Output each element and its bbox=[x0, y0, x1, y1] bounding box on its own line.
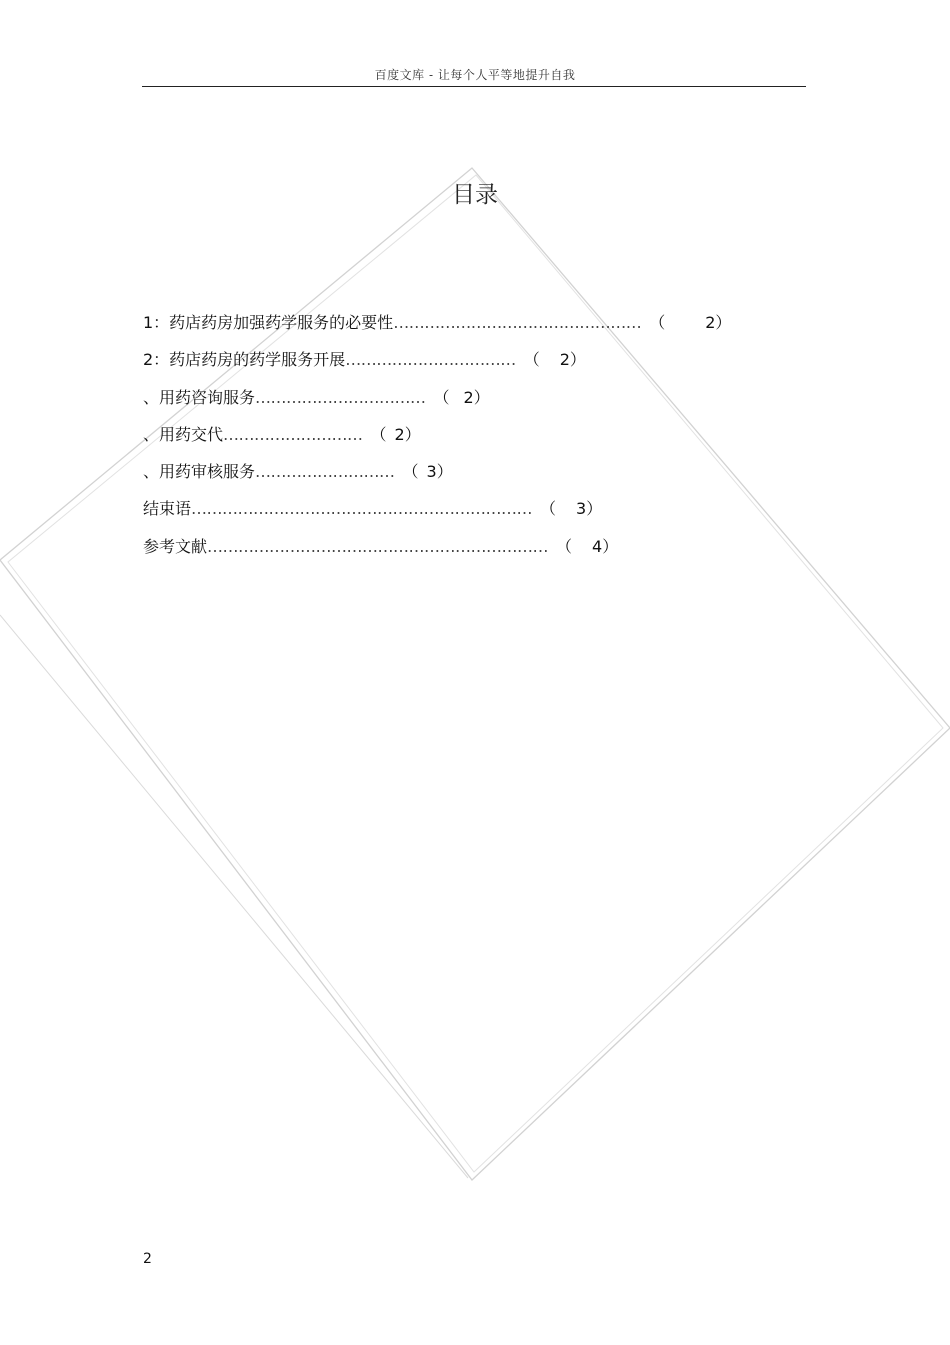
toc-entry-open-paren: （ bbox=[556, 536, 573, 556]
toc-entry-label: 1：药店药房加强药学服务的必要性 bbox=[143, 313, 394, 332]
toc-entry-open-paren: （ bbox=[433, 387, 450, 407]
toc-entry-page: 2） bbox=[559, 350, 586, 370]
page-number: 2 bbox=[143, 1251, 152, 1267]
toc-list bbox=[143, 312, 823, 573]
toc-entry-page: 4） bbox=[592, 536, 619, 556]
toc-entry-consultation[interactable] bbox=[143, 387, 823, 424]
toc-entry-review[interactable] bbox=[143, 461, 823, 498]
toc-entry-open-paren: （ bbox=[523, 350, 540, 370]
toc-entry-label: 、用药咨询服务 bbox=[143, 387, 256, 407]
toc-entry-leader: ………………………………………………………… bbox=[207, 536, 549, 556]
toc-entry-service-development[interactable] bbox=[143, 349, 823, 386]
toc-entry-references[interactable] bbox=[143, 536, 823, 573]
toc-entry-leader: ……………………… bbox=[255, 462, 395, 482]
toc-entry-open-paren: （ bbox=[402, 462, 419, 482]
toc-entry-leader: ……………………… bbox=[223, 424, 363, 444]
toc-entry-conclusion[interactable] bbox=[143, 498, 823, 535]
toc-entry-label: 结束语 bbox=[143, 499, 192, 519]
toc-entry-open-paren: （ bbox=[649, 313, 666, 332]
toc-entry-page: 3） bbox=[576, 499, 603, 519]
header-divider bbox=[142, 86, 806, 87]
toc-entry-leader: ………………………………………………………… bbox=[191, 499, 533, 519]
toc-entry-leader: …………………………… bbox=[255, 387, 426, 407]
toc-title: 目录 bbox=[452, 182, 498, 208]
header-text: 百度文库 - 让每个人平等地提升自我 bbox=[374, 68, 576, 82]
toc-entry-leader: ………………………………………… bbox=[393, 313, 642, 332]
toc-entry-label: 、用药审核服务 bbox=[143, 462, 256, 482]
toc-entry-page: 2） bbox=[705, 313, 732, 332]
toc-entry-label: 、用药交代 bbox=[143, 424, 224, 444]
toc-entry-label: 参考文献 bbox=[143, 536, 208, 556]
toc-entry-page: 2） bbox=[463, 387, 490, 407]
toc-entry-page: 3） bbox=[426, 462, 453, 482]
toc-entry-open-paren: （ bbox=[370, 424, 387, 444]
toc-entry-necessity[interactable] bbox=[143, 312, 823, 349]
toc-entry-label: 2：药店药房的药学服务开展 bbox=[143, 350, 346, 370]
toc-entry-leader: …………………………… bbox=[345, 350, 516, 370]
toc-entry-instructions[interactable] bbox=[143, 424, 823, 461]
toc-entry-page: 2） bbox=[394, 424, 421, 444]
toc-entry-open-paren: （ bbox=[540, 499, 557, 519]
